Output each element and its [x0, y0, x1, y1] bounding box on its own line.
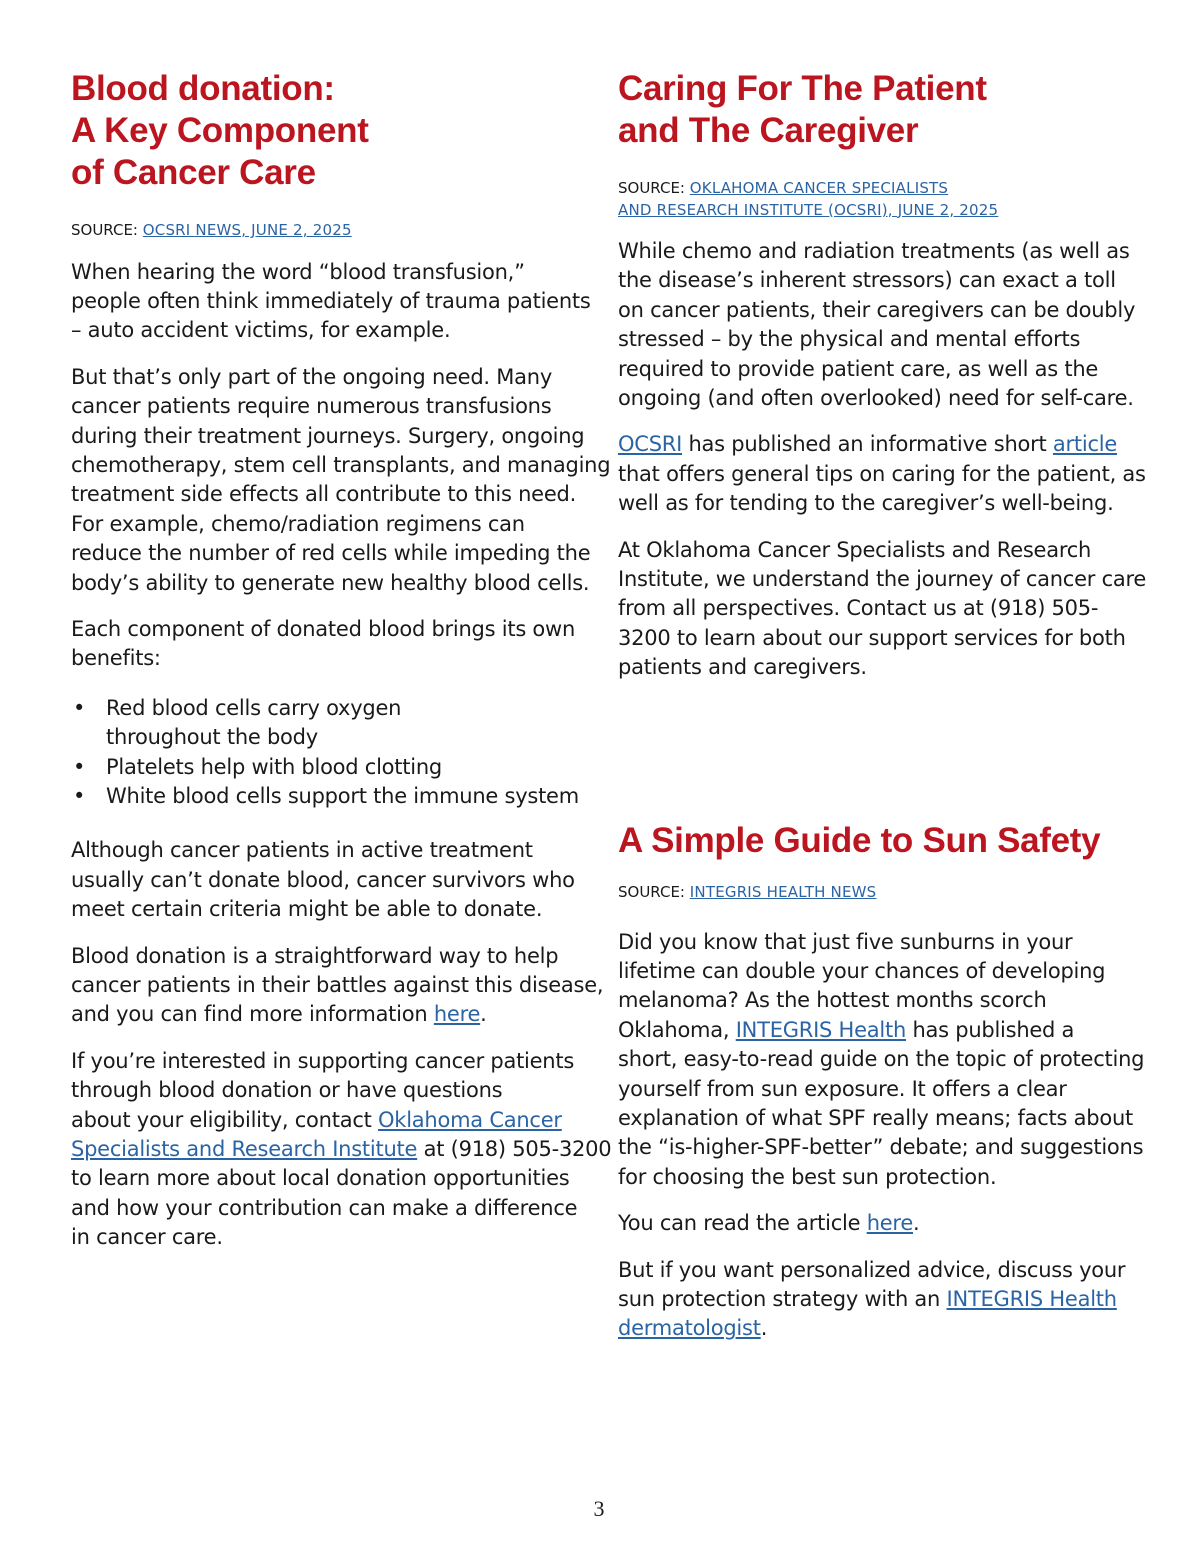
- list-item: • Platelets help with blood clotting: [71, 753, 581, 782]
- here-link[interactable]: here: [866, 1211, 914, 1236]
- article-title: Blood donation: A Key Component of Cancer Care: [71, 69, 369, 192]
- bullet-icon: •: [73, 784, 86, 808]
- article-source: [618, 882, 1128, 904]
- here-link[interactable]: here: [433, 1002, 481, 1027]
- article-caregiver: [618, 68, 1147, 683]
- source-link[interactable]: OKLAHOMA CANCER SPECIALISTS: [689, 179, 949, 197]
- list-item: • White blood cells support the immune system: [71, 782, 581, 811]
- ocsri-link-continued[interactable]: Specialists and Research Institute: [71, 1137, 418, 1162]
- paragraph: Did you know that just five sunburns in your lifetime can double your chances of developing melanoma? As the hottest months scorch Oklahoma, INTEGRIS Health has published a short, easy-to-read guide on the topic of protecting yourself from sun exposure. It offers a clear explanation of what SPF really means; facts about the “is-higher-SPF-better” debate; and suggestions for choosing the best sun protection.: [618, 929, 1145, 1189]
- benefits-list: [71, 694, 581, 812]
- article-title: Caring For The Patient and The Caregiver: [618, 69, 987, 150]
- paragraph: OCSRI has published an informative short article that offers general tips on caring for the patient, as well as for tending to the caregiver’s well-being.: [618, 432, 1146, 516]
- paragraph: But if you want personalized advice, discuss your sun protection strategy with an INTEGRIS Health dermatologist.: [618, 1257, 1126, 1341]
- article-source: [71, 220, 581, 242]
- paragraph: Blood donation is a straightforward way to help cancer patients in their battles against this disease, and you can find more information here.: [71, 943, 604, 1027]
- integris-link[interactable]: INTEGRIS Health: [735, 1017, 907, 1042]
- article-sun-safety: [618, 882, 1145, 1344]
- ocsri-link[interactable]: Oklahoma Cancer: [378, 1107, 562, 1132]
- paragraph: At Oklahoma Cancer Specialists and Research Institute, we understand the journey of cancer care from all perspectives. Contact us at (918) 505- 3200 to learn about our support services for both patients and caregivers.: [618, 537, 1147, 680]
- paragraph: Each component of donated blood brings its own benefits:: [71, 616, 576, 671]
- paragraph: When hearing the word “blood transfusion,” people often think immediately of trauma patients – auto accident victims, for example.: [71, 259, 591, 343]
- source-label: SOURCE:: [71, 221, 138, 239]
- source-link-continued[interactable]: AND RESEARCH INSTITUTE (OCSRI), JUNE 2, 2025: [618, 200, 999, 219]
- list-item: • Red blood cells carry oxygen throughout the body: [73, 695, 402, 750]
- paragraph: While chemo and radiation treatments (as well as the disease’s inherent stressors) can exact a toll on cancer patients, their caregivers can be doubly stressed – by the physical and mental efforts required to provide patient care, as well as the ongoing (and often overlooked) need for self-care.: [618, 239, 1136, 411]
- source-link[interactable]: INTEGRIS HEALTH NEWS: [689, 883, 877, 901]
- page-number: 3: [593, 1496, 605, 1521]
- article-blood-donation: [71, 68, 612, 1253]
- paragraph: You can read the article here.: [618, 1211, 920, 1236]
- source-link[interactable]: OCSRI NEWS, JUNE 2, 2025: [142, 221, 352, 239]
- integris-dermatologist-link-continued[interactable]: dermatologist: [618, 1316, 761, 1341]
- ocsri-link[interactable]: OCSRI: [618, 432, 683, 457]
- source-label: SOURCE:: [618, 883, 685, 901]
- bullet-icon: •: [73, 754, 86, 779]
- source-label: SOURCE:: [618, 179, 685, 197]
- article-source: [618, 178, 1128, 221]
- integris-dermatologist-link[interactable]: INTEGRIS Health: [946, 1286, 1117, 1311]
- article-link[interactable]: article: [1052, 432, 1118, 457]
- paragraph: Although cancer patients in active treatment usually can’t donate blood, cancer survivors who meet certain criteria might be able to donate.: [71, 838, 575, 922]
- bullet-icon: •: [73, 695, 86, 720]
- article-title-sun-safety: A Simple Guide to Sun Safety: [618, 821, 1101, 860]
- paragraph: But that’s only part of the ongoing need. Many cancer patients require numerous transfusions during their treatment journeys. Surgery, ongoing chemotherapy, stem cell transplants, and managing treatment side effects all contribute to this need. For example, chemo/radiation regimens can reduce the number of red cells while impeding the body’s ability to generate new healthy blood cells.: [71, 364, 611, 595]
- paragraph: If you’re interested in supporting cancer patients through blood donation or have questions about your eligibility, contact Oklahoma Cancer Specialists and Research Institute at (918) 505-3200 to learn more about local donation opportunities and how your contribution can make a difference in cancer care.: [71, 1048, 612, 1250]
